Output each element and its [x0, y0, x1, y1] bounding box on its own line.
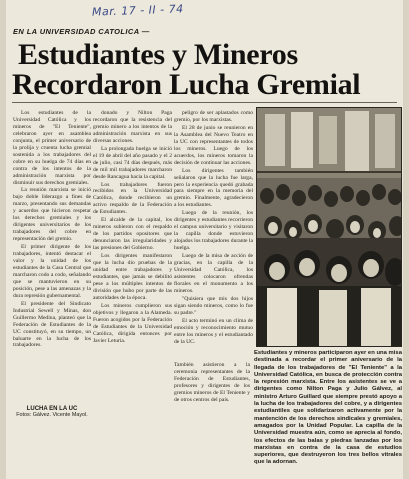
paragraph: El primer dirigente de los trabajadores, intentó destacar el valor y la unidad de los estudiantes de la Casa Central que marcharon codo a codo, señalando que se mantuvieron en su posición, pese a las amenazas y la dura represión gubernamental.: [13, 244, 91, 299]
byline-credit: Fotos: Gálvez. Vicente Mayol.: [16, 412, 88, 419]
paragraph: Luego de la misa de acción de gracias, en la capilla de la Universidad Católica, los asistentes colocaron ofrendas florales en el monumento a los mineros.: [174, 253, 253, 294]
paragraph: donado y Nilton Paga recordaron que la resistencia del gremio minero a los intentos de la administración marxista en sus diversas acciones.: [93, 110, 172, 144]
headline-rule: [12, 102, 397, 103]
news-photo-chapel-gathering: [256, 107, 402, 347]
article-column-1: [13, 110, 91, 415]
paragraph: El presidente del Sindicato Industrial Sewell y Minas, don Guillermo Medina, planteó que la Federación de Estudiantes de la UC constituyó, en su tiempo, un baluarte en la lucha de los trabajadores.: [13, 300, 91, 349]
headline-line-2: Recordaron Lucha Gremial: [12, 68, 361, 101]
headline-line-1: Estudiantes y Mineros: [18, 38, 298, 71]
photo-image: [257, 108, 401, 346]
paragraph: La prolongada huelga se inició el 19 de abril del año pasado y el 2 de julio, casi 74 días después, más de mil mil trabajadores marcharon desde Rancagua hacia la capital.: [93, 145, 172, 180]
byline-title: LUCHA EN LA UC: [26, 406, 78, 412]
paragraph: peligro de ser aplastados como gremio, por los marxistas.: [174, 110, 253, 123]
paragraph: Los mineros cumplieron sus objetivos y llegaron a la Alameda. Fueron acogidos por la Federación de Estudiantes de la Universidad Católica, dirigida entonces por Javier Leturia.: [93, 302, 172, 344]
photo-byline: [13, 406, 91, 419]
clipping-edge-left: [0, 0, 6, 479]
article-column-2: [93, 110, 172, 415]
paragraph: Los dirigentes también señalaron que la lucha fue larga, pero la experiencia quedó grabada para siempre en la memoria del gremio. Finalmente, agradecieron a los estudiantes.: [174, 167, 253, 209]
paragraph: Luego de la reunión, los dirigentes y estudiantes recorrieron el campus universitario y visitaron la capilla donde estuvieron alojados los trabajadores durante la huelga.: [174, 210, 253, 252]
paragraph: El alcalde de la capital, los mineros subieron con el respaldo de los partidos opositores que denunciaron las irregularidades y las presiones del Gobierno.: [93, 217, 172, 252]
paragraph: "Quisiera que mis dos hijos sigan siendo mineros, como lo fue su padre.": [174, 295, 253, 316]
paragraph: El 28 de junio se reunieron en la Asamblea del Nuevo Teatro en la UC con representantes de todos los mineros. Luego de los acuerdos, los mineros tomaron la decisión de continuar las acciones.: [174, 124, 253, 166]
paragraph: Los estudiantes de la Universidad Católica y los mineros de "El Teniente", celebraron ayer en asamblea conjunta, el primer aniversario de la prolija y cruenta lucha gremial sostenida a los trabajadores del cobre en su huelga de 74 días en contra de los intentos de la administración marxista por disminuir sus derechos gremiales.: [13, 110, 91, 186]
paragraph: La reunión marxista se inició bajo doble liderazgo a fines de marzo, presentando sus demandas y acuerdos que hicieron respetar los derechos gremiales y los dirigentes universitarios de los trabajadores del cobre en representación del gremio.: [13, 187, 91, 243]
handwritten-date: Mar. 17 - II - 74: [91, 2, 184, 19]
article-column-3-end: También asistieron a la ceremonia representantes de la Federación de Estudiantes, profesores y dirigentes de los gremios mineros de El Teniente y de otros centros del país.: [174, 362, 250, 403]
photo-caption: Estudiantes y mineros participaron ayer en una misa destinada a recordar el primer aniversario de la llegada de los trabajadores de "El Teniente" a la Universidad Católica, en busca de protección contra la represión marxista. Entre los asistentes se ve a dirigentes como Nilton Paga y Julio Gálvez, al ministro Arturo Guillard que siempre prestó apoyo a la lucha de los trabajadores del cobre, y a dirigentes estudiantiles que solidarizaron activamente por la mantención de los derechos sindicales y gremiales, amagados por la Unidad Popular. La capilla de la Universidad muestra aún, como se aprecia al fondo, los efectos de las balas y piedras lanzadas por los marxistas en contra de la casa de estudios superiores, que destruyeron los tres bellos vitrales que la adornan.: [254, 350, 402, 466]
section-kicker: EN LA UNIVERSIDAD CATOLICA —: [13, 27, 150, 36]
paragraph: Los trabajadores fueron recibidos en la Universidad Católica, donde recibieron un activo respaldo de la Federación de Estudiantes.: [93, 181, 172, 216]
article-column-3: [174, 110, 253, 360]
paragraph: El acto terminó en un clima de emoción y reconocimiento mutuo entre los mineros y el estudiantado de la UC.: [174, 317, 253, 345]
paragraph: Los dirigentes manifestaron que la lucha dio pruebas de la unidad entre trabajadores y estudiantes, que jamás se debilitó pese a los múltiples intentos de división que hubo por parte de las autoridades de la época.: [93, 253, 172, 301]
